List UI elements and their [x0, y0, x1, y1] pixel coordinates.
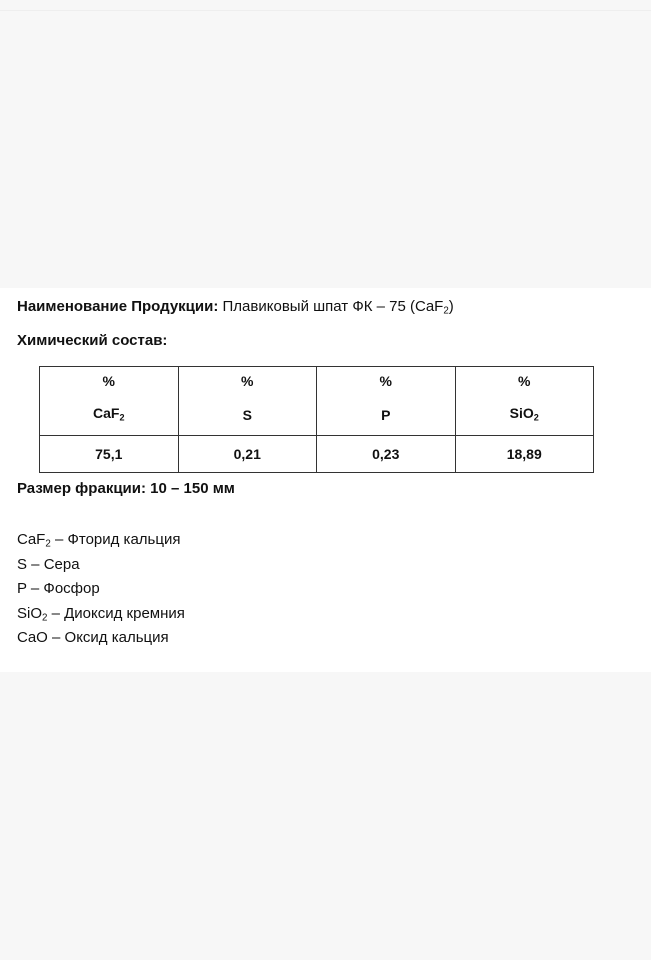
column-header-sio2: SiO$_2$: [455, 395, 594, 436]
legend-list: [17, 528, 185, 651]
list-item: SiO$_2$ – Диоксид кремния: [17, 604, 185, 623]
list-item: P – Фосфор: [17, 580, 100, 597]
column-unit: %: [40, 367, 179, 396]
fraction-size: Размер фракции: 10 – 150 мм: [17, 480, 235, 497]
document-page: [0, 288, 651, 672]
composition-label: Химический состав:: [17, 332, 168, 349]
column-header-caf2: CaF$_2$: [40, 395, 179, 436]
column-header-s: S: [178, 395, 317, 436]
column-unit: %: [455, 367, 594, 396]
value-cell: 0,21: [178, 436, 317, 473]
value-cell: 18,89: [455, 436, 594, 473]
column-unit: %: [178, 367, 317, 396]
top-blank-area: [0, 0, 651, 288]
product-label: Наименование Продукции:: [17, 298, 219, 315]
bottom-blank-area: [0, 672, 651, 960]
product-name: Плавиковый шпат ФК – 75 (CaF$_2$): [222, 298, 454, 317]
composition-table: [39, 366, 594, 473]
column-header-p: P: [317, 395, 456, 436]
table-row: [40, 436, 594, 473]
divider: [0, 10, 651, 11]
list-item: CaO – Оксид кальция: [17, 629, 169, 646]
column-unit: %: [317, 367, 456, 396]
list-item: S – Сера: [17, 555, 80, 573]
value-cell: 0,23: [317, 436, 456, 473]
list-item: CaF$_2$ – Фторид кальция: [17, 531, 181, 550]
value-cell: 75,1: [40, 436, 179, 473]
product-line: [17, 298, 454, 316]
